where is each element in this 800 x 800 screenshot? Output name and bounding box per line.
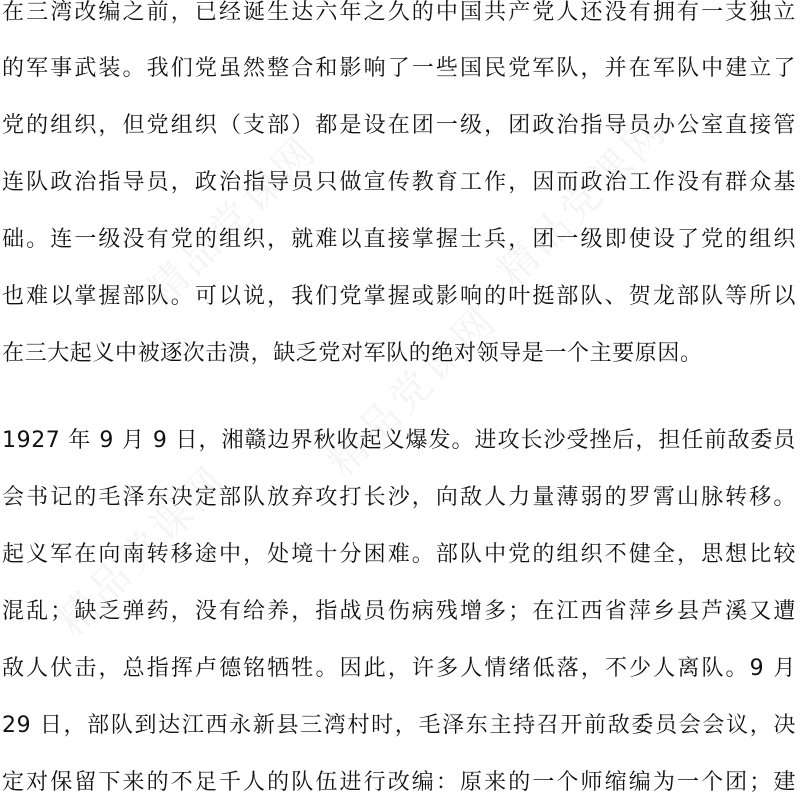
paragraph-2-line-5: 敌人伏击，总指挥卢德铭牺牲。因此，许多人情绪低落，不少人离队。9 月 xyxy=(2,656,796,681)
paragraph-2-line-7: 定对保留下来的不足千人的队伍进行改编：原来的一个师缩编为一个团；建 xyxy=(2,770,796,795)
paragraph-1-line-5: 础。连一级没有党的组织，就难以直接掌握士兵，团一级即使设了党的组织 xyxy=(2,227,796,252)
paragraph-2-line-2: 会书记的毛泽东决定部队放弃攻打长沙，向敌人力量薄弱的罗霄山脉转移。 xyxy=(2,485,796,510)
paragraph-2-line-6: 29 日，部队到达江西永新县三湾村时，毛泽东主持召开前敌委员会会议，决 xyxy=(2,713,796,738)
watermark: 精品党课网 xyxy=(488,106,677,296)
paragraph-2-line-1: 1927 年 9 月 9 日，湘赣边界秋收起义爆发。进攻长沙受挫后，担任前敌委员 xyxy=(2,428,796,453)
paragraph-1-line-7: 在三大起义中被逐次击溃，缺乏党对军队的绝对领导是一个主要原因。 xyxy=(2,341,703,366)
paragraph-1-line-3: 党的组织，但党组织（支部）都是设在团一级，团政治指导员办公室直接管 xyxy=(2,113,796,138)
paragraph-2-line-3: 起义军在向南转移途中，处境十分困难。部队中党的组织不健全，思想比较 xyxy=(2,542,796,567)
paragraph-2-line-4: 混乱；缺乏弹药，没有给养，指战员伤病残增多；在江西省萍乡县芦溪又遭 xyxy=(2,599,796,624)
paragraph-1-line-1: 在三湾改编之前，已经诞生达六年之久的中国共产党人还没有拥有一支独立 xyxy=(2,0,796,25)
paragraph-1-line-4: 连队政治指导员，政治指导员只做宣传教育工作，因而政治工作没有群众基 xyxy=(2,170,796,195)
watermark: 精品党课网 xyxy=(138,126,327,316)
paragraph-1-line-2: 的军事武装。我们党虽然整合和影响了一些国民党军队，并在军队中建立了 xyxy=(2,56,796,81)
watermark: 精品党课网 xyxy=(48,456,237,646)
watermark: 精品党课网 xyxy=(318,296,507,486)
paragraph-1-line-6: 也难以掌握部队。可以说，我们党掌握或影响的叶挺部队、贺龙部队等所以 xyxy=(2,284,796,309)
